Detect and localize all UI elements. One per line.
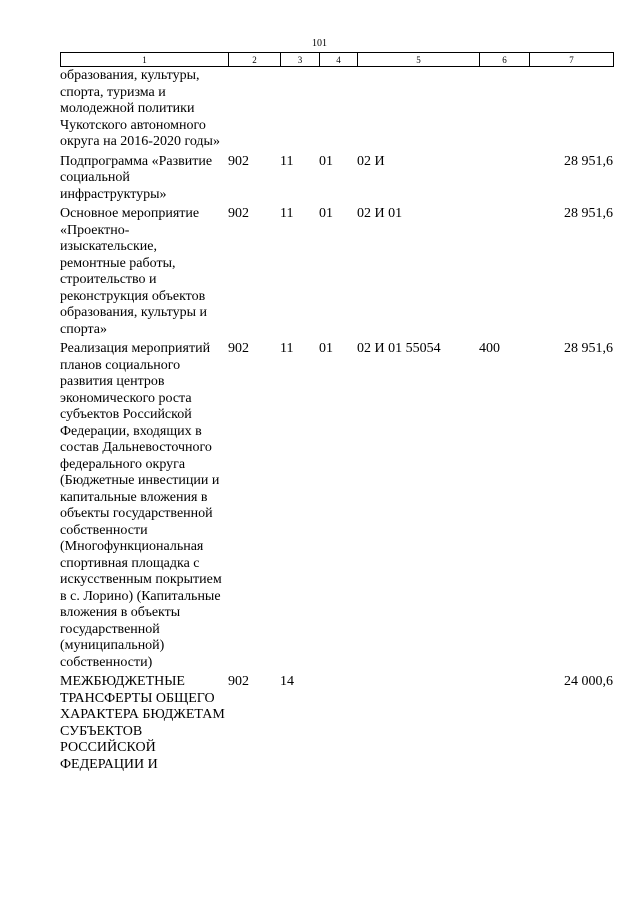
row-razdel: 11	[280, 153, 294, 169]
row-csr: 02 И 01	[357, 206, 403, 221]
row-summa: 28 951,6	[564, 341, 613, 356]
row-name: образования, культуры, спорта, туризма и молодежной политики Чукотского автономного округа на 2016-2020 годы»	[60, 68, 220, 149]
row-podrazdel	[319, 67, 357, 151]
row-vr	[479, 151, 529, 204]
row-vedomstvo: 902	[228, 206, 249, 221]
header-col-4: 4	[320, 53, 358, 67]
table-row	[60, 67, 613, 151]
table-row	[60, 338, 613, 671]
row-vedomstvo: 902	[228, 341, 249, 356]
column-header	[60, 52, 614, 67]
row-csr	[357, 671, 479, 773]
header-col-7: 7	[530, 53, 614, 67]
header-col-2: 2	[229, 53, 281, 67]
header-col-6: 6	[480, 53, 530, 67]
row-vr	[479, 67, 529, 151]
header-col-1: 1	[61, 53, 229, 67]
row-csr: 02 И 01 55054	[357, 341, 441, 356]
row-name: Основное мероприятие «Проектно-изыскательские, ремонтные работы, строительство и реконструкция объектов образования, культуры и спорта»	[60, 206, 208, 337]
row-summa	[529, 67, 613, 151]
row-name: МЕЖБЮДЖЕТНЫЕ ТРАНСФЕРТЫ ОБЩЕГО ХАРАКТЕРА БЮДЖЕТАМ СУБЪЕКТОВ РОССИЙСКОЙ ФЕДЕРАЦИИ И	[60, 674, 225, 772]
row-name: Реализация мероприятий планов социального развития центров экономического роста субъектов Российской Федерации, входящих в состав Дальневосточного федерального округа (Бюджетные инвестиции и капитальные вложения в объекты государственной собственности (Многофункциональная спортивная площадка с искусственным покрытием в с. Лорино) (Капитальные вложения в объекты государственной (муниципальной) собственности)	[60, 341, 222, 670]
row-podrazdel: 01	[319, 341, 333, 356]
row-razdel: 11	[280, 206, 294, 221]
row-csr	[357, 67, 479, 151]
header-col-3: 3	[281, 53, 320, 67]
row-vr	[479, 203, 529, 338]
row-podrazdel: 01	[319, 206, 333, 221]
page-number: 101	[312, 38, 327, 49]
row-razdel	[280, 67, 319, 151]
table-row	[60, 151, 613, 204]
row-vr	[479, 671, 529, 773]
header-col-5: 5	[358, 53, 480, 67]
row-vedomstvo	[228, 67, 280, 151]
budget-table	[60, 67, 613, 773]
row-razdel: 14	[280, 674, 294, 689]
row-csr: 02 И	[357, 153, 385, 169]
row-vr: 400	[479, 341, 500, 356]
row-vedomstvo: 902	[228, 153, 249, 169]
table-row	[60, 671, 613, 773]
row-podrazdel	[319, 671, 357, 773]
row-summa: 28 951,6	[564, 153, 613, 169]
row-summa: 28 951,6	[564, 206, 613, 221]
row-podrazdel: 01	[319, 153, 333, 169]
row-name: Подпрограмма «Развитие социальной инфраструктуры»	[60, 153, 213, 202]
row-razdel: 11	[280, 341, 294, 356]
row-vedomstvo: 902	[228, 674, 249, 689]
table-row	[60, 203, 613, 338]
row-summa: 24 000,6	[564, 674, 613, 689]
